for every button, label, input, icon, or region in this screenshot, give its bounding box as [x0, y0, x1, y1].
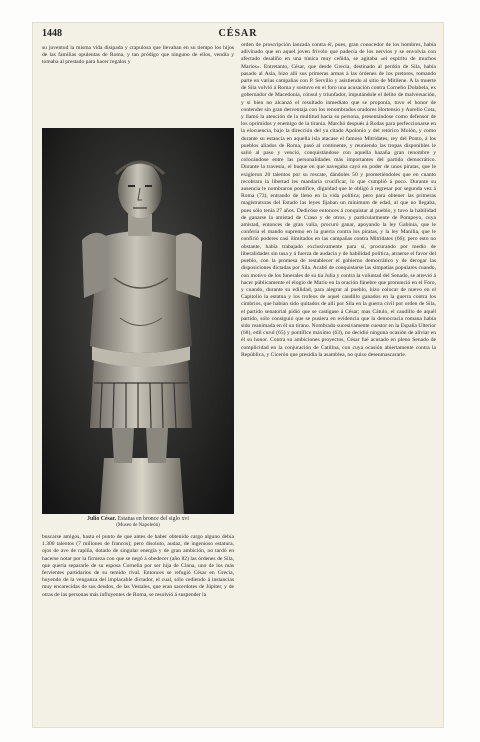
page-header: [32, 22, 444, 39]
left-top-paragraph: su juventud la misma vida disipada y crapulosa que llevaban en su tiempo los hijos de las familias opulentas de Roma, y tan pródigo que ninguno de ellos, vendía y tomaba al prestado para hacer regalos y: [42, 45, 234, 66]
figure-caption: [42, 516, 234, 529]
running-title: CÉSAR: [218, 28, 258, 39]
caption-source: (Museo de Napoleón): [116, 523, 160, 528]
page-number: 1448: [42, 28, 62, 39]
statue-photograph: [42, 128, 234, 514]
left-column-bottom: [42, 534, 234, 599]
left-column-top: [42, 45, 234, 67]
book-page: [32, 22, 444, 728]
caption-name: Julio César.: [87, 516, 117, 522]
bronze-statue-image: [42, 128, 234, 514]
right-column: [241, 42, 436, 359]
left-bottom-paragraph: buscarse amigos, hasta el punto de que antes de haber obtenido cargo alguno debía 1.300 talentos (7 millones de francos); pero disoluto, audaz, de ingenioso estatura, ojos de ave de rapiña, dotado de singular energía y de gran ambición, no tardó en hacerse notar por la firmeza con que se negó á obedecer (año 82) las órdenes de Sila, que quería separarle de su esposa Cornelia por ser hija de Cinna, uno de los más fervientes partidarios de su temido rival. Entonces se refugió César en Grecia, huyendo de la venganza del implacable dictador, el cual, sólo cediendo á instancias muy encarecidas de sus deudos, de las Vestales, que eran sacerdotes de Júpiter, y de otras de las personas más influyentes de Roma, se resolvió á suspender la: [42, 534, 234, 598]
right-paragraph: orden de proscripción lanzada contra él, pues, gran conocedor de los hombres, había adivinado que en aquel joven frívolo que padecía de los nervios y se envolvía con afectado desaliño en una túnica muy ceñida, se agitaba «el espíritu de muchos Marios». Entretanto, César, que desde Grecia, destinado al perdón de Sila, había pasado al Asia, hizo allí sus primeras armas á las órdenes de los pretores, tomando parte en varias campañas con P. Servilio y asistiendo al sitio de Mitilene. A la muerte de Sila volvió á Roma y sostuvo en el foro una acusación contra Cornelio Dolabela, ex gobernador de Macedonia, cónsul y triunfador, imputándole el delito de malversación, y si bien no alcanzó el resultado inmediato que se proponía, tuvo el honor de contender sin gran desventaja con los renombrados oradores Hortensio y Aurelio Cota, y llamó la atención de la multitud hacia su persona, presentándose como defensor de los oprimidos y enemigo de la tiranía. Marchó después á Rodas para perfeccionarse en la elocuencia, bajo la dirección del ya citado Apolonio y del retórico Molón, y como durante su estancia en aquella isla atacase el famoso Mitrídates, rey del Ponto, á los pueblos aliados de Roma, pasó al continente, y reuniendo las tropas disponibles le salió al paso y venció, conquistándose con aquella hazaña gran renombre y colocándose entre las personalidades más importantes del partido democrático. Durante la travesía, el buque en que navegaba cayó en poder de unos piratas, que le exigieron 20 talentos por su rescate, dándoles 50 y prometiéndoles que en cuanto recobrara la libertad les mandaría crucificar, lo que cumplió á poco. Durante su ausencia le nombraron pontífice, dignidad que le obligó á regresar por segunda vez á Roma (73), entrando de lleno en la vida política; pero para obtener las primeras magistraturas del Estado las leyes fijaban un mínimum de edad, al que no llegaba, pues sólo tenía 27 años. Dedicóse entonces á conquistar al pueblo, y tuvo la habilidad de ganarse la amistad de Craso y de otros, y particularmente de Pompeyo, cuya amistad, entonces de gran valía, procuró ganar, apoyando la ley Gabinia, que le confería el mando supremo en la guerra contra los piratas, y la ley Manilia, que le confirió poderes casi ilimitados en las campañas contra Mitrídates (66); pero esto no obstante, había trabajado exclusivamente para sí, procurando por medio de liberalidades sin tasa y á fuerza de audacia y de habilidad política, atraerse el favor del pueblo, con la promesa de restablecer el gobierno democrático y de derogar las disposiciones dictadas por Sila. Acabó de conquistarse las simpatías populares cuando, con motivo de los funerales de su tía Julia y contra la voluntad del Senado, se atrevió á hacer públicamente el elogio de Mario en la oración fúnebre que pronunció en el Foro, y cuando, durante su edilidad, para alegrar al pueblo, hizo colocar de nuevo en el Capitolio la estatua y los trofeos de aquel caudillo ganados en la guerra contra los cimbrios, que habían sido quitados de allí por Sila en la guerra civil por orden de Sila, el partido senatorial pidió que se castigase á César; mas Cátulo, el caudillo de aquél partido, sólo consiguió que se pusiera en evidencia que la democracia romana había sido reanimada en él un tirano. Nombrado sucesivamente cuestor en la España Ulterior (68), edil curul (65) y pontífice máximo (63), no decidió ninguna ocasión de aliviar en él su honor. Contra su ambiciones proyectos, César fué acusado en pleno Senado de complicidad en la conjuración de Catilina, con cuya ocasión abiertamente contra la República, y Cicerón que presidía la asamblea, no quiso desenmascararle.: [241, 42, 436, 358]
caption-description: Estatua en bronce del siglo xvi: [117, 516, 189, 522]
